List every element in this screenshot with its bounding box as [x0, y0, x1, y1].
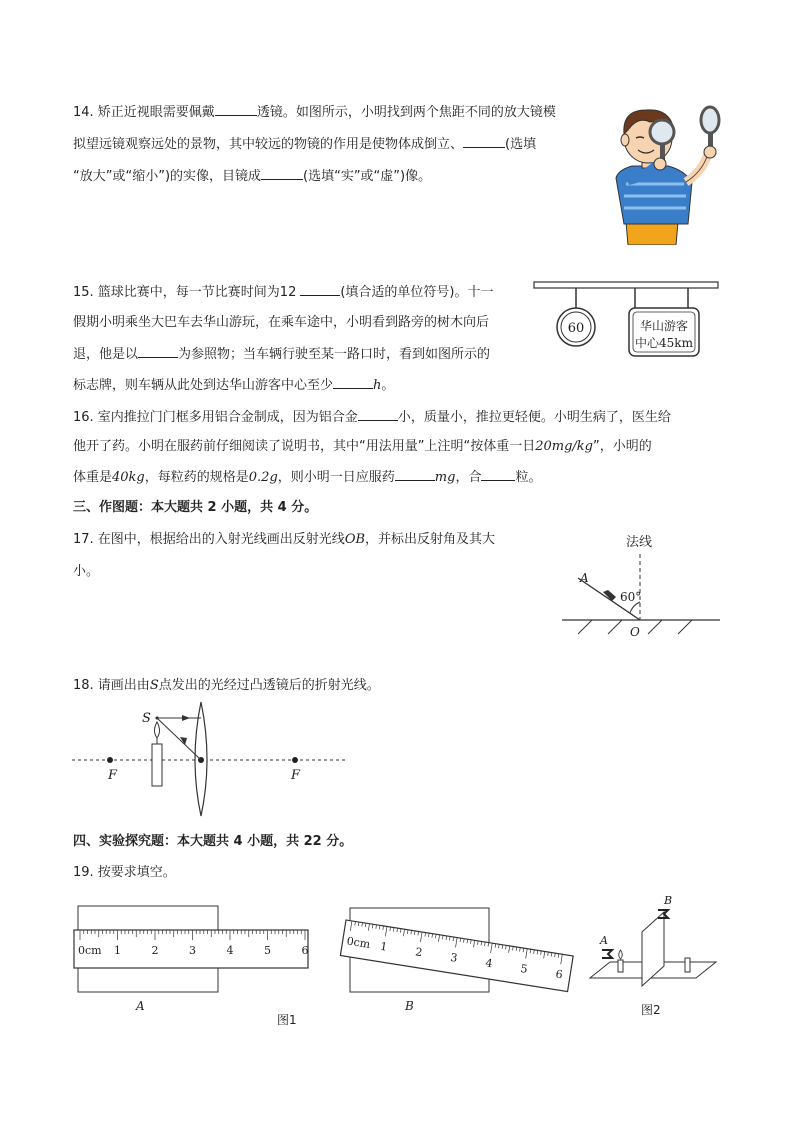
- incident-angle-label: 60°: [620, 590, 642, 604]
- road-sign-illustration: [532, 278, 722, 374]
- ruler-tick-label: 0cm: [345, 934, 372, 951]
- q15-text: 标志牌，则车辆从此处到达华山游客中心至少: [73, 378, 334, 393]
- q14-blank-1[interactable]: [215, 103, 257, 116]
- q15-text: 假期小明乘坐大巴车去华山游玩，在乘车途中，小明看到路旁的树木向后: [73, 315, 490, 330]
- ruler-tick-label: 5: [264, 944, 271, 957]
- q16-text: 体重是: [73, 470, 113, 485]
- boy-with-magnifiers-illustration: [598, 100, 728, 245]
- q16-text: ，每粒药的规格是: [144, 470, 249, 485]
- ruler-b-caption: B: [405, 999, 414, 1013]
- ruler-a-figure: [72, 902, 312, 1014]
- fig2-label-a: A: [600, 934, 608, 947]
- q19-text: 19. 按要求填空。: [73, 865, 176, 880]
- ruler-tick-label: 5: [519, 961, 529, 976]
- q16-line2: [73, 438, 652, 456]
- point-s-label: S: [142, 711, 151, 726]
- q15-text: 。: [381, 378, 395, 393]
- q16-blank-2[interactable]: [395, 468, 435, 481]
- q19-line1: [73, 864, 176, 882]
- focus-left-label: F: [108, 768, 118, 783]
- q16-text: 他开了药。小明在服药前仔细阅读了说明书，其中“用法用量”上注明“按体重一日: [73, 439, 536, 454]
- fig2-label-b: B: [664, 894, 673, 907]
- q15-line2: [73, 314, 489, 332]
- q15-text: 退，他是以: [73, 347, 139, 362]
- q17-line1: [73, 531, 495, 549]
- q15-text: 为参照物；当车辆行驶至某一路口时，看到如图所示的: [178, 347, 491, 362]
- distance-sign-line1: 华山游客: [639, 319, 689, 333]
- candle-a: [618, 960, 623, 972]
- fig1-caption: 图1: [277, 1013, 297, 1027]
- plane-mirror-figure: [586, 892, 720, 1018]
- q15-line4: [73, 376, 394, 395]
- q14-text: (选填: [505, 137, 537, 152]
- ruler-b-figure: [338, 902, 578, 1014]
- q14-line3: [73, 167, 431, 186]
- q14-text: 14. 矫正近视眼需要佩戴: [73, 105, 215, 120]
- q17-text: ，并标出反射角及其大: [365, 532, 496, 547]
- q16-line1: [73, 408, 671, 427]
- ruler-tick-label: 3: [449, 950, 459, 965]
- candle: [152, 744, 162, 786]
- q16-text: 16. 室内推拉门门框多用铝合金制成，因为铝合金: [73, 410, 358, 425]
- q15-blank-3[interactable]: [333, 376, 373, 389]
- q14-line1: [73, 103, 556, 122]
- q18-point-s: S: [149, 678, 159, 693]
- q16-weight: 40kg: [112, 470, 145, 485]
- q15-line1: [73, 283, 494, 302]
- ruler-tick-label: 2: [151, 944, 159, 957]
- q16-text: 粒。: [515, 470, 542, 485]
- q17-text: 小。: [73, 564, 100, 579]
- q15-text: 15. 篮球比赛中，每一节比赛时间为12: [73, 285, 297, 300]
- point-a-label: A: [580, 571, 589, 585]
- q16-blank-3[interactable]: [481, 468, 515, 481]
- speed-limit-value: 60: [567, 321, 585, 336]
- ruler-tick-label: 2: [414, 945, 424, 960]
- focus-left: [107, 757, 113, 763]
- q16-dosage: 20mg/kg: [535, 439, 593, 454]
- ruler-a-caption: A: [136, 999, 145, 1013]
- q16-line3: [73, 468, 541, 487]
- normal-line-label: 法线: [626, 535, 653, 550]
- fig2-caption: 图2: [641, 1003, 661, 1017]
- q16-text: ，则小明一日应服药: [277, 470, 395, 485]
- q14-text: 拟望远镜观察远处的景物，其中较远的物镜的作用是使物体成倒立、: [73, 137, 464, 152]
- ruler-tick-label: 1: [114, 944, 121, 957]
- focus-right-label: F: [291, 768, 301, 783]
- q14-text: “放大”或“缩小”)的实像，目镜成: [73, 169, 262, 184]
- q18-text: 点发出的光经过凸透镜后的折射光线。: [158, 678, 380, 693]
- q17-ray-ob: OB: [344, 532, 366, 547]
- q15-line3: [73, 345, 490, 364]
- q14-line2: [73, 135, 536, 154]
- ruler-tick-label: 0cm: [78, 944, 102, 957]
- q14-blank-3[interactable]: [261, 167, 303, 180]
- convex-lens-diagram: [70, 700, 350, 818]
- q14-blank-2[interactable]: [463, 135, 505, 148]
- ruler-tick-label: 3: [189, 944, 196, 957]
- q18-text: 18. 请画出由: [73, 678, 150, 693]
- q15-unit-h: h: [373, 378, 382, 393]
- candle-flame: [155, 722, 160, 738]
- ruler-tick-label: 4: [226, 944, 234, 957]
- eye-a-icon: [602, 950, 612, 958]
- ruler-tick-label: 4: [484, 956, 494, 971]
- q17-line2: [73, 563, 99, 581]
- reflection-diagram: [560, 530, 725, 640]
- q16-text: 小，质量小，推拉更轻便。小明生病了，医生给: [397, 410, 671, 425]
- focus-right: [292, 757, 298, 763]
- section-3-title: 三、作图题：本大题共 2 小题，共 4 分。: [73, 500, 318, 515]
- q16-text: ，合: [455, 470, 482, 485]
- center-ray: [157, 718, 201, 760]
- ruler-tick-label: 6: [301, 944, 309, 957]
- q14-text: (选填“实”或“虚”)像。: [303, 169, 432, 184]
- q15-text: (填合适的单位符号)。十一: [340, 285, 494, 300]
- distance-sign-line2: 中心45km: [635, 336, 693, 350]
- q16-blank-1[interactable]: [358, 408, 398, 421]
- q15-blank-1[interactable]: [300, 283, 340, 296]
- section-4-title: 四、实验探究题：本大题共 4 小题，共 22 分。: [73, 834, 353, 849]
- q17-text: 17. 在图中，根据给出的入射光线画出反射光线: [73, 532, 345, 547]
- point-o-label: O: [630, 625, 640, 639]
- q16-unit-mg: mg: [434, 470, 456, 485]
- ruler-tick-label: 1: [379, 939, 389, 954]
- q16-text: ”，小明的: [593, 439, 652, 454]
- q15-blank-2[interactable]: [138, 345, 178, 358]
- q18-line1: [73, 677, 380, 695]
- q14-text: 透镜。如图所示，小明找到两个焦距不同的放大镜模: [256, 105, 556, 120]
- candle-b: [685, 958, 690, 972]
- q16-pill-size: 0.2g: [248, 470, 278, 485]
- ruler-tick-label: 6: [554, 967, 564, 982]
